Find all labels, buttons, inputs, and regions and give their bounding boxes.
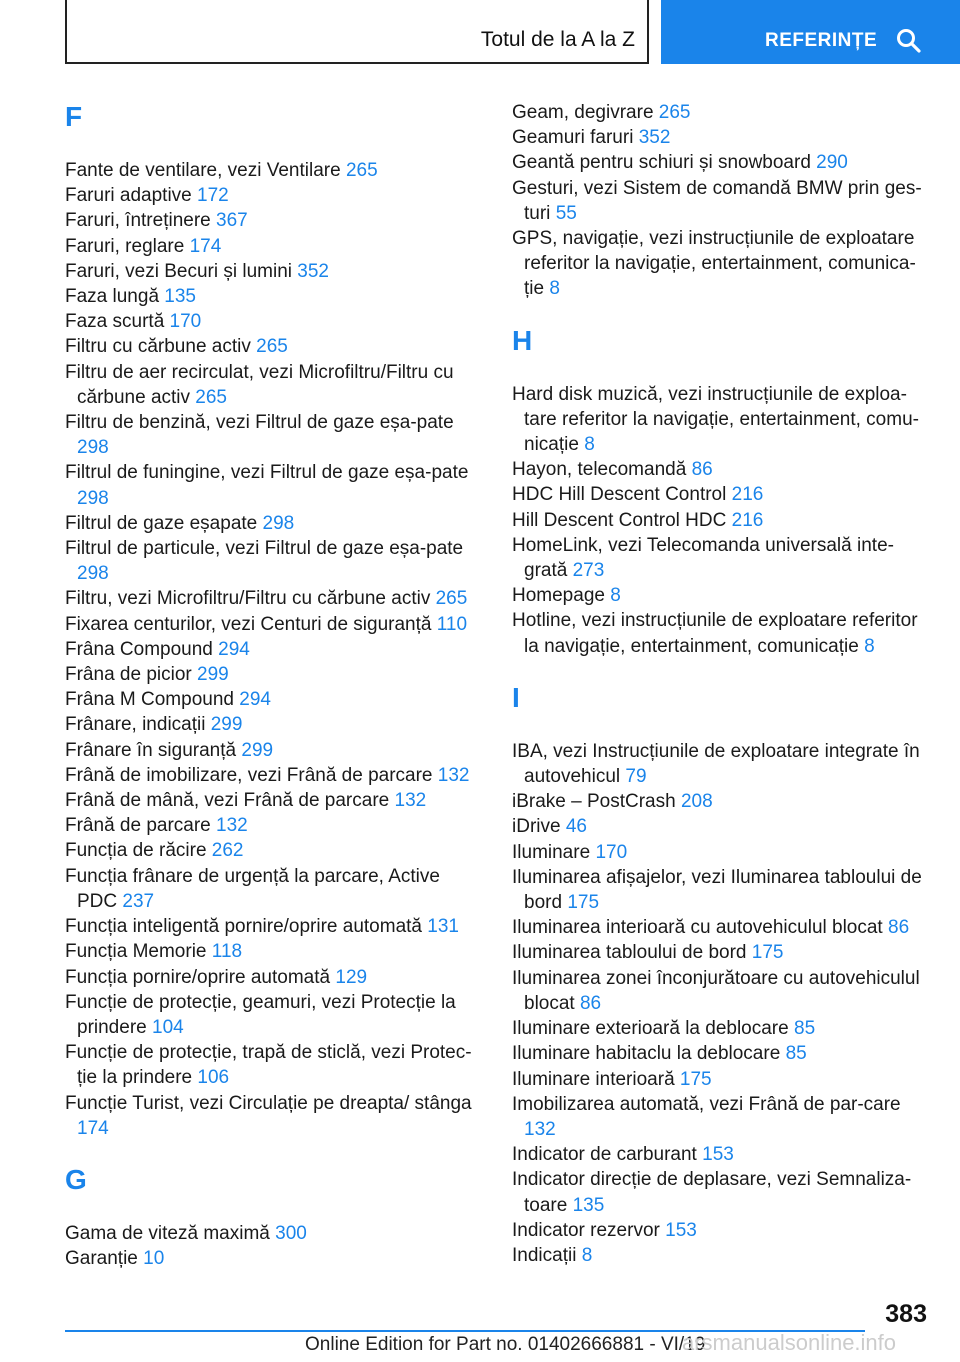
index-entry-text: Funcția inteligentă pornire/oprire automată xyxy=(65,916,422,938)
index-entry xyxy=(512,176,932,226)
index-entry xyxy=(65,1221,475,1246)
index-letter-heading: F xyxy=(65,101,83,132)
index-letter-heading: I xyxy=(512,681,520,713)
page-link[interactable]: 104 xyxy=(152,1016,184,1038)
page-link[interactable]: 8 xyxy=(584,434,595,456)
page-link[interactable]: 175 xyxy=(679,1068,712,1090)
index-entry xyxy=(65,309,475,334)
index-entry xyxy=(65,838,475,863)
header-breadcrumb-box xyxy=(65,0,649,64)
index-entry xyxy=(65,788,475,813)
page-link[interactable]: 216 xyxy=(731,484,764,506)
page-link[interactable]: 153 xyxy=(702,1144,734,1166)
index-entry-text: Frână de parcare xyxy=(65,815,211,837)
page-link[interactable]: 265 xyxy=(658,102,691,123)
page-link[interactable]: 265 xyxy=(256,336,288,358)
page-link[interactable]: 170 xyxy=(169,311,202,333)
index-entry xyxy=(65,637,475,662)
search-icon[interactable] xyxy=(896,28,922,54)
index-entry-text: Indicații xyxy=(512,1244,577,1266)
index-entry-text: Geantă pentru schiuri și snowboard xyxy=(512,152,811,174)
page-link[interactable]: 216 xyxy=(731,509,764,531)
page-link[interactable]: 170 xyxy=(595,841,628,863)
index-entry-text: Frâna Compound xyxy=(65,638,213,660)
index-entry xyxy=(512,508,932,533)
page-link[interactable]: 298 xyxy=(77,437,109,459)
index-entry xyxy=(512,840,932,865)
page-link[interactable]: 298 xyxy=(77,563,109,585)
index-entry-text: Faruri, reglare xyxy=(65,235,185,257)
index-entry-text: Hard disk muzică, vezi instrucțiunile de exploa-tare referitor la navigație, entertainment, comu-nicație xyxy=(512,383,919,456)
index-entry-text: Funcția de răcire xyxy=(65,840,207,862)
page-link[interactable]: 118 xyxy=(211,941,243,963)
index-entry xyxy=(512,915,932,940)
page-link[interactable]: 110 xyxy=(436,613,468,635)
index-entry-text: Imobilizarea automată, vezi Frână de par-care xyxy=(512,1093,901,1115)
index-entry-text: Faruri adaptive xyxy=(65,185,192,207)
index-entry-text: Filtrul de funingine, vezi Filtrul de gaze eșa-pate xyxy=(65,462,469,484)
index-entry xyxy=(512,457,932,482)
index-entry xyxy=(512,150,932,175)
index-entry xyxy=(65,259,475,284)
index-entry-text: Iluminarea zonei înconjurătoare cu autovehiculul blocat xyxy=(512,967,920,1014)
index-entry xyxy=(512,1218,932,1243)
index-entry xyxy=(65,738,475,763)
page-link[interactable]: 135 xyxy=(164,286,196,308)
page-link[interactable]: 79 xyxy=(625,766,647,788)
header-reference-tab[interactable] xyxy=(661,0,960,64)
page-link[interactable]: 294 xyxy=(218,638,250,660)
page-link[interactable]: 46 xyxy=(565,816,587,838)
index-entry-text: HomeLink, vezi Telecomanda universală inte-grată xyxy=(512,534,894,582)
index-entry-text: Gesturi, vezi Sistem de comandă BMW prin ges-turi xyxy=(512,177,922,224)
page-link[interactable]: 132 xyxy=(437,764,470,786)
index-entry xyxy=(65,183,475,208)
page-link[interactable]: 8 xyxy=(610,585,621,607)
index-entry-text: Indicator direcție de deplasare, vezi Semnaliza-toare xyxy=(512,1169,912,1216)
index-entry xyxy=(65,360,475,410)
index-entry-text: Iluminare habitaclu la deblocare xyxy=(512,1043,781,1065)
index-entry xyxy=(65,536,475,586)
page-link[interactable]: 174 xyxy=(189,235,222,257)
index-entry-text: Frâna de picior xyxy=(65,664,192,686)
index-entry-text: Funcția frânare de urgență la parcare, Active PDC xyxy=(65,865,440,912)
index-entry xyxy=(65,712,475,737)
index-entry xyxy=(512,940,932,965)
index-entry xyxy=(512,789,932,814)
page-link[interactable]: 129 xyxy=(335,966,368,988)
index-entry-text: Frâna M Compound xyxy=(65,689,234,711)
index-entry xyxy=(65,864,475,914)
index-entry-text: HDC Hill Descent Control xyxy=(512,484,727,506)
index-entry-text: Faza scurtă xyxy=(65,311,165,333)
index-entry xyxy=(65,158,475,183)
page-link[interactable]: 265 xyxy=(345,160,378,181)
index-entry xyxy=(65,1040,475,1090)
page-link[interactable]: 86 xyxy=(579,992,602,1014)
page-link[interactable]: 135 xyxy=(572,1194,605,1216)
index-entry xyxy=(65,687,475,712)
index-entry-text: Funcție de protecție, trapă de sticlă, vezi Protec-ție la prindere xyxy=(65,1042,472,1089)
index-entry xyxy=(512,1167,932,1217)
index-entry-text: Geam, degivrare xyxy=(512,102,654,123)
page-link[interactable]: 86 xyxy=(888,917,910,939)
index-entry-text: Filtru, vezi Microfiltru/Filtru cu cărbune activ xyxy=(65,588,431,610)
page-link[interactable]: 273 xyxy=(572,560,605,582)
page-link[interactable]: 299 xyxy=(197,664,229,686)
page-link[interactable]: 8 xyxy=(581,1244,593,1266)
index-entry xyxy=(65,410,475,460)
page-link[interactable]: 55 xyxy=(555,202,577,224)
page-link[interactable]: 8 xyxy=(549,278,560,300)
index-entry-text: Funcție Turist, vezi Circulație pe dreapta/ stânga xyxy=(65,1092,472,1114)
index-entry xyxy=(65,990,475,1040)
index-entry-text: Hotline, vezi instrucțiunile de exploatare referitor la navigație, entertainment, comunicație xyxy=(512,610,918,657)
index-entry xyxy=(512,1067,932,1092)
index-entry-text: Faruri, vezi Becuri și lumini xyxy=(65,260,292,282)
index-entry-text: Filtru de benzină, vezi Filtrul de gaze eșa-pate xyxy=(65,412,454,434)
index-entry xyxy=(512,1243,932,1268)
watermark: arsmanualsonline.info xyxy=(682,1330,897,1355)
index-entry xyxy=(512,608,932,658)
page-link[interactable]: 294 xyxy=(239,689,271,711)
page-link[interactable]: 10 xyxy=(143,1248,165,1270)
index-entry xyxy=(65,1246,475,1271)
index-entry xyxy=(65,586,475,611)
page-link[interactable]: 352 xyxy=(638,127,671,149)
index-entry-text: Frânare, indicații xyxy=(65,714,206,736)
page-link[interactable]: 298 xyxy=(262,512,295,534)
page-link[interactable]: 85 xyxy=(785,1043,807,1065)
index-entry xyxy=(512,739,932,789)
index-entry xyxy=(65,208,475,233)
index-entry-text: iDrive xyxy=(512,816,561,838)
index-column-right xyxy=(512,100,932,1268)
index-entry-text: Funcție de protecție, geamuri, vezi Protecție la prindere xyxy=(65,991,456,1038)
index-entry-text: Indicator rezervor xyxy=(512,1219,660,1241)
page-link[interactable]: 86 xyxy=(691,459,713,481)
index-entry-text: Filtrul de particule, vezi Filtrul de gaze eșa-pate xyxy=(65,538,464,560)
page-link[interactable]: 132 xyxy=(524,1118,556,1140)
page-link[interactable]: 132 xyxy=(394,790,427,812)
index-entry-text: Filtrul de gaze eșapate xyxy=(65,512,258,534)
index-entry xyxy=(65,334,475,359)
index-entry xyxy=(65,612,475,637)
page-link[interactable]: 352 xyxy=(297,260,329,282)
index-entry xyxy=(65,234,475,259)
index-entry-text: Iluminarea afișajelor, vezi Iluminarea tabloului de bord xyxy=(512,866,922,914)
index-column-left xyxy=(65,100,475,1271)
page-link[interactable]: 208 xyxy=(680,791,713,813)
index-entry-text: GPS, navigație, vezi instrucțiunile de exploatare referitor la navigație, entertainment, comunica-ție xyxy=(512,228,916,300)
page-link[interactable]: 175 xyxy=(567,892,600,914)
index-entry xyxy=(512,1041,932,1066)
index-entry xyxy=(65,1091,475,1141)
index-entry xyxy=(512,966,932,1016)
index-entry xyxy=(512,482,932,507)
page-link[interactable]: 299 xyxy=(241,739,274,761)
index-entry-text: Faza lungă xyxy=(65,286,160,308)
index-entry-text: Hayon, telecomandă xyxy=(512,459,687,481)
page-link[interactable]: 237 xyxy=(122,890,155,912)
index-entry xyxy=(65,662,475,687)
index-entry-text: Fixarea centurilor, vezi Centuri de siguranță xyxy=(65,613,432,635)
index-entry xyxy=(512,125,932,150)
index-entry-text: Iluminarea interioară cu autovehiculul blocat xyxy=(512,917,883,939)
index-entry xyxy=(65,511,475,536)
index-entry-text: Frânare în siguranță xyxy=(65,739,237,761)
index-entry xyxy=(65,914,475,939)
index-entry-text: Iluminare interioară xyxy=(512,1068,675,1090)
index-entry xyxy=(512,1016,932,1041)
page-link[interactable]: 265 xyxy=(195,386,227,408)
page-link[interactable]: 262 xyxy=(211,840,244,862)
index-entry xyxy=(65,965,475,990)
index-entry-text: Indicator de carburant xyxy=(512,1144,697,1166)
page-link[interactable]: 172 xyxy=(197,185,229,207)
footer-edition: Online Edition for Part no. 01402666881 - VI/19 xyxy=(305,1334,706,1355)
index-entry-text: Iluminarea tabloului de bord xyxy=(512,942,747,964)
index-entry xyxy=(512,583,932,608)
index-letter-heading: G xyxy=(65,1163,87,1195)
index-entry xyxy=(512,865,932,915)
index-entry-text: Fante de ventilare, vezi Ventilare xyxy=(65,160,341,181)
index-entry-text: Filtru cu cărbune activ xyxy=(65,336,251,358)
page-link[interactable]: 298 xyxy=(77,487,109,509)
index-entry-text: Funcția Memorie xyxy=(65,941,207,963)
index-entry-text: iBrake – PostCrash xyxy=(512,791,676,813)
page-link[interactable]: 300 xyxy=(275,1222,307,1244)
page-link[interactable]: 132 xyxy=(216,815,248,837)
index-entry xyxy=(65,284,475,309)
index-entry-text: Funcția pornire/oprire automată xyxy=(65,966,331,988)
index-entry xyxy=(65,813,475,838)
page-link[interactable]: 299 xyxy=(210,714,243,736)
index-entry-text: Iluminare xyxy=(512,841,591,863)
index-entry xyxy=(512,533,932,583)
index-entry-text: Frână de mână, vezi Frână de parcare xyxy=(65,790,390,812)
index-entry-text: Filtru de aer recirculat, vezi Microfiltru/Filtru cu cărbune activ xyxy=(65,361,454,408)
index-entry xyxy=(65,763,475,788)
index-entry-text: Faruri, întreținere xyxy=(65,210,211,232)
header-title[interactable]: Totul de la A la Z xyxy=(480,28,635,51)
index-entry-text: Gama de viteză maximă xyxy=(65,1222,270,1244)
index-entry-text: Iluminare exterioară la deblocare xyxy=(512,1018,789,1040)
page-link[interactable]: 8 xyxy=(864,635,875,657)
page-link[interactable]: 367 xyxy=(216,210,248,232)
index-entry-text: Garanție xyxy=(65,1248,138,1270)
index-entry xyxy=(512,1092,932,1142)
index-entry-text: Homepage xyxy=(512,585,605,607)
index-entry-text: Hill Descent Control HDC xyxy=(512,509,727,531)
page-link[interactable]: 131 xyxy=(427,916,459,938)
page-link[interactable]: 85 xyxy=(794,1018,816,1040)
reference-label[interactable]: REFERINȚE xyxy=(765,30,878,51)
index-entry xyxy=(65,939,475,964)
page-link[interactable]: 265 xyxy=(435,588,468,610)
page-number: 383 xyxy=(885,1300,927,1328)
index-entry-text: Frână de imobilizare, vezi Frână de parcare xyxy=(65,764,433,786)
index-entry xyxy=(512,1142,932,1167)
index-letter-heading: H xyxy=(512,324,533,356)
index-entry-text: IBA, vezi Instrucțiunile de exploatare integrate în autovehicul xyxy=(512,740,920,788)
index-entry xyxy=(512,226,932,302)
page-link[interactable]: 290 xyxy=(816,152,848,174)
page-link[interactable]: 106 xyxy=(197,1067,230,1089)
index-entry xyxy=(512,100,932,125)
index-entry-text: Geamuri faruri xyxy=(512,127,634,149)
index-entry xyxy=(512,814,932,839)
page-link[interactable]: 175 xyxy=(751,942,784,964)
index-entry xyxy=(512,382,932,458)
page-link[interactable]: 153 xyxy=(665,1219,697,1241)
page-link[interactable]: 174 xyxy=(77,1117,109,1139)
index-entry xyxy=(65,460,475,510)
